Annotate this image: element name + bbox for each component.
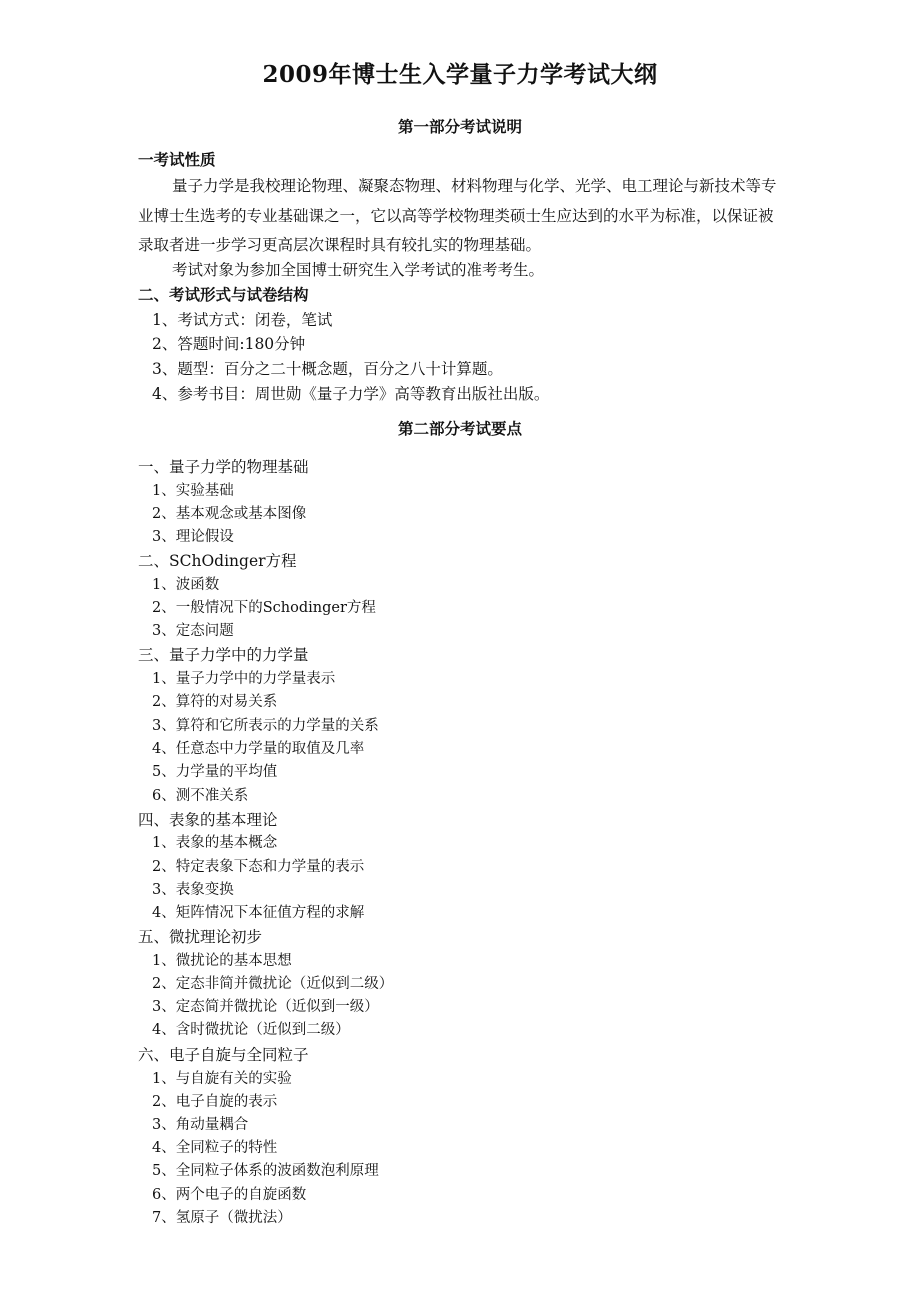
topic-item: 1、与自旋有关的实验	[152, 1071, 292, 1087]
topic-item: 4、全同粒子的特性	[152, 1140, 278, 1156]
part2-title: 第二部分考试要点	[397, 419, 522, 438]
topic-item: 1、表象的基本概念	[152, 835, 278, 851]
topic-item: 4、矩阵情况下本征值方程的求解	[152, 905, 365, 921]
topic-item: 2、基本观念或基本图像	[152, 506, 307, 522]
topic-item: 6、两个电子的自旋函数	[152, 1187, 307, 1203]
topic-item: 2、特定表象下态和力学量的表示	[152, 859, 365, 875]
topic-heading: 六、电子自旋与全同粒子	[138, 1046, 309, 1064]
document-title: 2009年博士生入学量子力学考试大纲	[262, 61, 658, 88]
topic-item: 2、一般情况下的Schodinger方程	[152, 600, 376, 616]
topic-item: 1、波函数	[152, 577, 220, 593]
format-item: 3、题型：百分之二十概念题，百分之八十计算题。	[152, 360, 503, 378]
topic-item: 1、微扰论的基本思想	[152, 953, 292, 969]
topic-item: 3、定态问题	[152, 623, 234, 639]
topic-item: 3、定态简并微扰论（近似到一级）	[152, 999, 379, 1015]
topic-item: 1、量子力学中的力学量表示	[152, 671, 336, 687]
topic-heading: 三、量子力学中的力学量	[138, 646, 309, 664]
topic-item: 2、电子自旋的表示	[152, 1094, 278, 1110]
topic-item: 6、测不准关系	[152, 788, 249, 804]
topic-item: 7、氢原子（微扰法）	[152, 1210, 292, 1226]
section-heading-nature: 一考试性质	[138, 150, 216, 169]
topic-item: 3、角动量耦合	[152, 1117, 249, 1133]
format-item: 2、答题时间:180分钟	[152, 335, 306, 353]
topic-heading: 四、表象的基本理论	[138, 811, 278, 829]
topic-item: 1、实验基础	[152, 483, 234, 499]
format-item: 4、参考书目：周世勋《量子力学》高等教育出版社出版。	[152, 385, 550, 403]
topic-item: 5、全同粒子体系的波函数泡利原理	[152, 1163, 379, 1179]
topic-item: 5、力学量的平均值	[152, 764, 278, 780]
part1-title: 第一部分考试说明	[397, 117, 522, 136]
paragraph-candidates: 考试对象为参加全国博士研究生入学考试的准考考生。	[172, 261, 545, 279]
topic-heading: 一、量子力学的物理基础	[138, 458, 309, 476]
format-item: 1、考试方式：闭卷，笔试	[152, 311, 333, 329]
topic-item: 4、含时微扰论（近似到二级）	[152, 1022, 350, 1038]
topic-item: 2、定态非简并微扰论（近似到二级）	[152, 976, 394, 992]
paragraph-nature: 量子力学是我校理论物理、凝聚态物理、材料物理与化学、光学、电工理论与新技术等专业博士生选考的专业基础课之一，它以高等学校物理类硕士生应达到的水平为标准，以保证被录取者进一步学习更高层次课程时具有较扎实的物理基础。	[138, 177, 777, 254]
section-heading-format: 二、考试形式与试卷结构	[138, 285, 309, 304]
topic-item: 4、任意态中力学量的取值及几率	[152, 741, 365, 757]
topic-item: 3、表象变换	[152, 882, 234, 898]
topic-heading: 五、微扰理论初步	[138, 928, 263, 946]
topic-item: 3、算符和它所表示的力学量的关系	[152, 718, 379, 734]
topic-heading: 二、SChOdinger方程	[138, 552, 297, 570]
topic-item: 2、算符的对易关系	[152, 694, 278, 710]
topic-item: 3、理论假设	[152, 529, 234, 545]
